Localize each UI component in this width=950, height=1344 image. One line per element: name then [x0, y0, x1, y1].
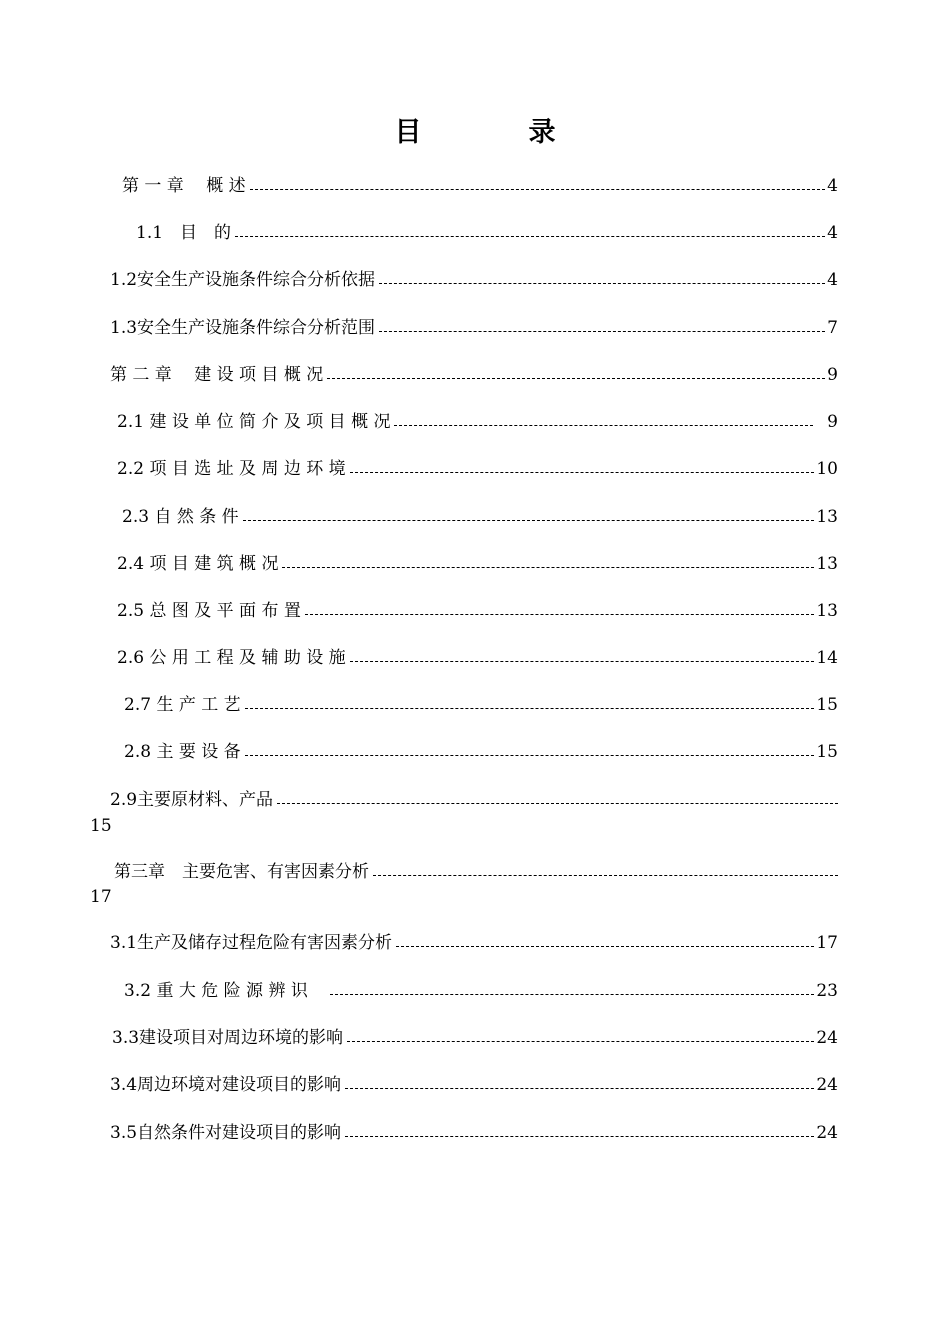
toc-leader: [373, 875, 838, 876]
toc-entry-page: 15: [90, 816, 112, 836]
toc-entry-page: 17: [816, 933, 838, 953]
toc-entry-page: 23: [816, 981, 838, 1001]
toc-entry-page: 4: [827, 223, 838, 243]
toc-leader: [305, 614, 814, 615]
toc-entry[interactable]: [124, 741, 838, 763]
toc-entry[interactable]: [122, 506, 838, 528]
toc-entry-page: 13: [816, 554, 838, 574]
toc-entry[interactable]: [112, 1027, 838, 1049]
toc-entry-page: 4: [827, 270, 838, 290]
toc-leader: [379, 331, 825, 332]
toc-entry-label: 3.4周边环境对建设项目的影响: [110, 1075, 342, 1095]
toc-entry-page: 24: [816, 1028, 838, 1048]
toc-leader: [327, 378, 825, 379]
toc-entry-page: 24: [816, 1123, 838, 1143]
toc-entry-label: 第三章 主要危害、有害因素分析: [114, 862, 369, 882]
toc-entry-page: 9: [827, 412, 838, 432]
toc-entry[interactable]: [117, 553, 838, 575]
toc-entry-label: 2.2 项 目 选 址 及 周 边 环 境: [117, 459, 346, 479]
toc-entry[interactable]: [110, 269, 838, 291]
toc-leader: [245, 708, 815, 709]
toc-entry[interactable]: [110, 1074, 838, 1096]
toc-entry-page: 10: [816, 459, 838, 479]
toc-entry[interactable]: [136, 222, 838, 244]
toc-entry[interactable]: [117, 647, 838, 669]
toc-entry-label: 3.2 重 大 危 险 源 辨 识: [124, 981, 308, 1001]
toc-entry[interactable]: [110, 364, 838, 386]
toc-entry-label: 2.4 项 目 建 筑 概 况: [117, 554, 279, 574]
toc-entry-page: 24: [816, 1075, 838, 1095]
toc-leader: [345, 1088, 814, 1089]
toc-entry-page: 13: [816, 507, 838, 527]
toc-entry[interactable]: [122, 175, 838, 197]
toc-leader: [235, 236, 825, 237]
toc-leader: [396, 946, 814, 947]
toc-entry-label: 2.3 自 然 条 件: [122, 507, 239, 527]
toc-entry[interactable]: [117, 411, 838, 433]
page-title: 目 录: [394, 117, 596, 148]
toc-entry-page: 14: [816, 648, 838, 668]
toc-entry[interactable]: [110, 1122, 838, 1144]
toc-entry-label: 2.5 总 图 及 平 面 布 置: [117, 601, 301, 621]
toc-leader: [345, 1136, 814, 1137]
toc-leader: [347, 1041, 814, 1042]
toc-entry[interactable]: [124, 694, 838, 716]
toc-entry-label: 2.1 建 设 单 位 简 介 及 项 目 概 况: [117, 412, 391, 432]
toc-leader: [350, 472, 815, 473]
toc-entry[interactable]: [114, 861, 838, 883]
toc-leader: [330, 994, 814, 995]
toc-leader: [379, 283, 825, 284]
toc-entry-page: 17: [90, 887, 112, 907]
toc-entry-label: 2.6 公 用 工 程 及 辅 助 设 施: [117, 648, 346, 668]
toc-entry-page: 9: [827, 365, 838, 385]
toc-entry-page: 4: [827, 176, 838, 196]
toc-entry[interactable]: [117, 458, 838, 480]
toc-entry-label: 3.1生产及储存过程危险有害因素分析: [110, 933, 393, 953]
toc-entry-label: 1.3安全生产设施条件综合分析范围: [110, 318, 376, 338]
toc-entry[interactable]: [110, 317, 838, 339]
toc-leader: [282, 567, 814, 568]
toc-entry-page: 15: [816, 695, 838, 715]
toc-leader: [245, 755, 815, 756]
toc-entry[interactable]: [124, 980, 838, 1002]
toc-entry-page: 7: [827, 318, 838, 338]
toc-entry-label: 3.3建设项目对周边环境的影响: [112, 1028, 344, 1048]
toc-entry-label: 第 二 章 建 设 项 目 概 况: [110, 365, 324, 385]
toc-entry[interactable]: [110, 789, 838, 811]
toc-entry-label: 2.9主要原材料、产品: [110, 790, 274, 810]
toc-leader: [277, 803, 838, 804]
toc-entry[interactable]: [110, 932, 838, 954]
toc-entry-page: 13: [816, 601, 838, 621]
toc-entry-label: 1.1 目 的: [136, 223, 232, 243]
toc-entry-page: 15: [816, 742, 838, 762]
toc-entry-label: 第 一 章 概 述: [122, 176, 246, 196]
toc-entry-label: 2.8 主 要 设 备: [124, 742, 241, 762]
toc-entry-label: 3.5自然条件对建设项目的影响: [110, 1123, 342, 1143]
toc-entry-label: 1.2安全生产设施条件综合分析依据: [110, 270, 376, 290]
toc-leader: [350, 661, 815, 662]
toc-entry-label: 2.7 生 产 工 艺: [124, 695, 241, 715]
toc-leader: [250, 189, 826, 190]
toc-leader: [394, 425, 813, 426]
toc-leader: [243, 520, 815, 521]
toc-entry[interactable]: [117, 600, 838, 622]
